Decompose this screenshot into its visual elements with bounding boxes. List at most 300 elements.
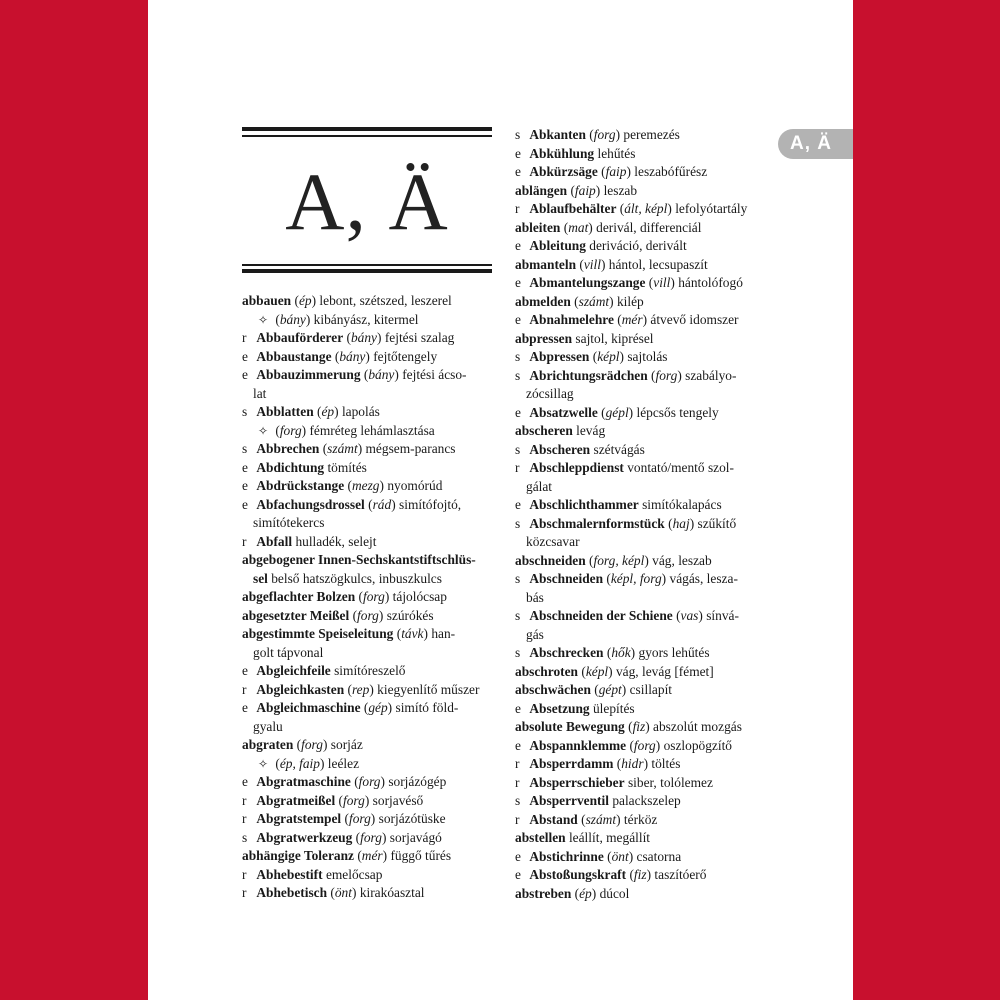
dictionary-entry-line: r Abhebetisch (önt) kirakóasztal — [242, 884, 500, 903]
entry-headword: abgeflachter Bolzen — [242, 589, 356, 604]
dictionary-entry-line: s Abgratwerkzeug (forg) sorjavágó — [242, 829, 500, 848]
dictionary-entry-line: abhängige Toleranz (mér) függő tűrés — [242, 848, 452, 863]
right-red-margin — [853, 0, 1000, 1000]
entry-definition: kiegyenlítő műszer — [377, 681, 480, 697]
entry-definition: hántol, lecsupaszít — [608, 256, 708, 272]
entry-article: e — [242, 496, 248, 512]
entry-article: e — [242, 348, 248, 364]
entry-domain-label: ált, képl — [624, 201, 668, 216]
entry-definition: sínvá- — [706, 608, 739, 623]
entry-domain-label: forg — [633, 737, 656, 753]
dictionary-entry-line — [515, 792, 773, 811]
entry-article: s — [242, 829, 248, 845]
dictionary-entry-line — [515, 478, 773, 497]
dictionary-entry-line: abgeflachter Bolzen (forg) tájolócsap — [242, 589, 447, 604]
dictionary-entry-line — [515, 496, 773, 515]
entry-headword: abschwächen — [515, 682, 591, 697]
dictionary-entry-line: s Abschrecken (hők) gyors lehűtés — [515, 644, 773, 663]
dictionary-entry-line — [242, 644, 500, 663]
entry-domain-label: számt — [578, 293, 610, 309]
dictionary-entry-line — [515, 700, 773, 719]
entry-definition: lépcsős tengely — [636, 404, 719, 420]
dictionary-entry-line: abschroten (képl) vág, levág [fémet] — [515, 663, 714, 679]
entry-definition: vág, leszab — [652, 552, 712, 568]
dictionary-entry-line: abstreben (ép) dúcol — [515, 885, 630, 901]
entry-definition: fejtési ácso- — [402, 367, 467, 382]
entry-definition: ülepítés — [592, 700, 635, 716]
dictionary-entry-line — [515, 533, 773, 552]
entry-article: r — [515, 811, 520, 827]
entry-definition: gyors lehűtés — [638, 645, 710, 660]
entry-article: r — [515, 460, 520, 475]
entry-definition-continued: simítótekercs — [253, 515, 325, 530]
entry-headword: abstellen — [515, 830, 566, 845]
entry-definition: sajtolás — [627, 349, 668, 364]
entry-headword: Abschrecken — [529, 645, 604, 660]
entry-definition: térköz — [623, 811, 658, 827]
dictionary-entry-line: absolute Bewegung (fiz) abszolút mozgás — [515, 719, 742, 734]
entry-article: r — [242, 792, 247, 808]
dictionary-entry-line — [515, 829, 773, 848]
entry-definition: kibányász, kitermel — [313, 311, 419, 327]
entry-definition: emelőcsap — [325, 866, 383, 882]
entry-domain-label: önt — [611, 848, 629, 864]
dictionary-entry-line: s Abblatten (ép) lapolás — [242, 403, 500, 422]
entry-headword: Abbaustange — [256, 348, 332, 364]
entry-definition: leélez — [327, 755, 360, 771]
entry-headword: Abspannklemme — [529, 737, 627, 753]
entry-headword: Abstichrinne — [529, 848, 604, 864]
dictionary-entry-line: abbauen (ép) lebont, szétszed, leszerel — [242, 293, 452, 308]
entry-domain-label: forg — [348, 811, 371, 826]
entry-domain-label: forg — [279, 422, 302, 438]
entry-article: e — [242, 663, 248, 678]
entry-definition-continued: zócsillag — [526, 386, 574, 401]
entry-headword: Abgleichfeile — [256, 663, 331, 678]
dictionary-entry-line — [515, 145, 773, 164]
entry-headword: Abdrückstange — [256, 478, 345, 493]
dictionary-entry-line: ✧ (bány) kibányász, kitermel — [242, 311, 500, 330]
dictionary-entry-line: r Absperrdamm (hidr) töltés — [515, 755, 773, 774]
entry-definition: leállít, megállít — [568, 830, 651, 845]
sense-diamond-icon: ✧ — [257, 312, 269, 327]
dictionary-entry-line: r Ablaufbehälter (ált, képl) lefolyótartály — [515, 200, 773, 219]
entry-headword: Abmantelungszange — [529, 275, 646, 290]
sense-diamond-icon: ✧ — [257, 756, 269, 771]
dictionary-entry-line — [515, 441, 773, 460]
dictionary-entry-line: s Abbrechen (számt) mégsem-parancs — [242, 440, 500, 459]
entry-headword: Abbrechen — [256, 441, 320, 456]
entry-definition: szabályo- — [685, 367, 737, 383]
entry-definition-continued: gálat — [526, 478, 553, 494]
entry-headword: Abgratwerkzeug — [256, 829, 353, 845]
entry-definition: deriváció, derivált — [589, 238, 687, 253]
entry-domain-label: képl, forg — [610, 571, 662, 586]
title-rule-top-thick — [242, 127, 492, 131]
entry-article: e — [242, 459, 248, 475]
dictionary-entry-line: s Abpressen (képl) sajtolás — [515, 348, 773, 367]
entry-domain-label: forg — [301, 737, 323, 752]
entry-headword: abpressen — [515, 330, 573, 346]
entry-definition: lefolyótartály — [675, 201, 748, 216]
entry-definition: fejtési szalag — [384, 330, 455, 345]
dictionary-entry-line: ableiten (mat) derivál, differenciál — [515, 219, 702, 235]
entry-definition: szétvágás — [593, 441, 645, 457]
entry-domain-label: forg — [593, 127, 616, 142]
entry-article: e — [515, 238, 521, 253]
entry-definition: szűkítő — [697, 515, 737, 531]
entry-headword: Absperrdamm — [529, 756, 614, 771]
entry-definition: sorjázógép — [388, 774, 447, 789]
entry-article: e — [515, 867, 521, 882]
entry-headword: abgesetzter Meißel — [242, 607, 350, 623]
dictionary-entry-line: e Abgleichmaschine (gép) simító föld- — [242, 699, 500, 718]
entry-domain-label: haj — [672, 515, 690, 531]
entry-headword: Ableitung — [529, 238, 586, 253]
dictionary-entry-line — [515, 589, 773, 608]
entry-definition: mégsem-parancs — [365, 441, 456, 456]
entry-domain-label: fiz — [632, 719, 646, 734]
dictionary-entry-line — [515, 459, 773, 478]
dictionary-entry-line — [242, 570, 500, 589]
entry-domain-label: rep — [351, 681, 370, 697]
entry-definition: derivál, differenciál — [596, 219, 702, 235]
dictionary-entry-line: s Abschneiden der Schiene (vas) sínvá- — [515, 607, 773, 626]
dictionary-entry-line: e Abmantelungszange (vill) hántolófogó — [515, 274, 773, 293]
entry-headword: Abdichtung — [256, 459, 325, 475]
entry-article: r — [242, 533, 247, 549]
entry-headword: Ablaufbehälter — [529, 201, 617, 216]
entry-domain-label: távk — [401, 626, 424, 641]
entry-definition: simítóreszelő — [334, 663, 406, 678]
dictionary-entry-line — [515, 385, 773, 404]
dictionary-entry-line: abgesetzter Meißel (forg) szúrókés — [242, 607, 434, 623]
entry-article: s — [515, 127, 521, 142]
entry-definition: abszolút mozgás — [653, 719, 742, 734]
left-entry-column — [242, 292, 500, 903]
entry-definition-continued: gyalu — [253, 718, 283, 734]
entry-article: r — [242, 681, 247, 697]
entry-domain-label: gép — [368, 700, 388, 715]
entry-definition: kilép — [616, 293, 644, 309]
entry-definition: csillapít — [629, 682, 673, 697]
entry-headword: Absetzung — [529, 700, 590, 716]
dictionary-entry-line: e Abbaustange (bány) fejtőtengely — [242, 348, 500, 367]
entry-headword: abmanteln — [515, 256, 577, 272]
entry-article: s — [515, 349, 521, 364]
thumb-index-tab[interactable]: A, Ä — [778, 129, 853, 159]
entry-headword: abscheren — [515, 423, 573, 438]
dictionary-entry-line: e Absatzwelle (gépl) lépcsős tengely — [515, 404, 773, 423]
entry-headword: Abkanten — [529, 127, 586, 142]
dictionary-entry-line — [515, 422, 773, 441]
entry-article: r — [515, 756, 520, 771]
entry-domain-label: ép — [298, 293, 312, 308]
dictionary-entry-line: ablängen (faip) leszab — [515, 182, 638, 198]
dictionary-entry-line — [242, 718, 500, 737]
entry-domain-label: forg — [343, 792, 365, 808]
entry-headword: Abnahmelehre — [529, 312, 614, 327]
entry-article: s — [515, 608, 521, 623]
entry-domain-label: hidr — [621, 756, 644, 771]
entry-headword: Abschlichthammer — [529, 497, 639, 512]
entry-headword: Abgleichmaschine — [256, 700, 361, 715]
entry-article: e — [515, 275, 521, 290]
dictionary-entry-line: abgestimmte Speiseleitung (távk) han- — [242, 626, 456, 641]
entry-definition: belső hatszögkulcs, inbuszkulcs — [271, 570, 442, 586]
entry-definition: leszabófűrész — [634, 164, 708, 179]
entry-domain-label: forg — [363, 589, 385, 604]
entry-domain-label: gépl — [605, 404, 629, 420]
entry-definition: lebont, szétszed, leszerel — [319, 293, 452, 308]
entry-article: e — [242, 367, 248, 382]
entry-article: e — [515, 700, 521, 716]
entry-headword: abhängige Toleranz — [242, 848, 354, 863]
dictionary-entry-line — [515, 626, 773, 645]
entry-definition: vág, levág [fémet] — [615, 663, 714, 679]
entry-headword: Abrichtungsrädchen — [529, 367, 648, 383]
dictionary-entry-line: r Abbauförderer (bány) fejtési szalag — [242, 329, 500, 348]
dictionary-entry-line: ✧ (forg) fémréteg lehámlasztása — [242, 422, 500, 441]
entry-article: e — [515, 145, 521, 161]
dictionary-entry-line — [515, 330, 773, 349]
entry-headword: ableiten — [515, 219, 561, 235]
entry-article: s — [515, 793, 521, 808]
entry-definition: levág — [576, 423, 606, 438]
dictionary-entry-line — [242, 459, 500, 478]
dictionary-entry-line: e Abfachungsdrossel (rád) simítófojtó, — [242, 496, 500, 515]
entry-definition: lehűtés — [597, 145, 636, 161]
entry-definition: tömítés — [327, 459, 367, 475]
entry-definition: siber, tolólemez — [627, 774, 713, 790]
entry-domain-label: hők — [611, 645, 631, 660]
dictionary-entry-line: e Abspannklemme (forg) oszlopögzítő — [515, 737, 773, 756]
title-rule-top-thin — [242, 135, 492, 137]
entry-headword: Absatzwelle — [529, 404, 598, 420]
entry-domain-label: forg — [360, 829, 382, 845]
dictionary-entry-line: ✧ (ép, faip) leélez — [242, 755, 500, 774]
entry-domain-label: vill — [583, 256, 601, 272]
entry-definition: leszab — [603, 182, 638, 198]
entry-headword: Abfachungsdrossel — [256, 496, 365, 512]
entry-definition: simító föld- — [395, 700, 459, 715]
entry-definition-continued: közcsavar — [526, 534, 580, 549]
entry-headword-continued: sel — [253, 570, 268, 586]
dictionary-entry-line: abmanteln (vill) hántol, lecsupaszít — [515, 256, 708, 272]
dictionary-entry-line — [242, 866, 500, 885]
entry-definition: átvevő idomszer — [650, 312, 739, 327]
dictionary-entry-line — [242, 551, 500, 570]
entry-headword: Abpressen — [529, 349, 590, 364]
entry-headword: Absperrschieber — [529, 774, 625, 790]
entry-article: e — [515, 164, 521, 179]
entry-headword: Abkühlung — [529, 145, 595, 161]
entry-definition-continued: bás — [526, 589, 544, 605]
dictionary-entry-line: abschwächen (gépt) csillapít — [515, 682, 673, 697]
entry-definition: hántolófogó — [678, 275, 743, 290]
entry-domain-label: mezg — [351, 478, 380, 493]
entry-headword: Abstoßungskraft — [529, 867, 627, 882]
entry-definition: simítófojtó, — [399, 496, 462, 512]
entry-domain-label: számt — [327, 441, 358, 456]
entry-domain-label: ép — [321, 404, 335, 419]
entry-domain-label: forg — [358, 774, 381, 789]
dictionary-entry-line: abmelden (számt) kilép — [515, 293, 644, 309]
entry-article: e — [515, 497, 521, 512]
entry-definition: csatorna — [636, 848, 682, 864]
entry-headword: ablängen — [515, 182, 568, 198]
entry-definition: oszlopögzítő — [663, 737, 732, 753]
dictionary-entry-line: e Abstichrinne (önt) csatorna — [515, 848, 773, 867]
entry-domain-label: gépt — [598, 682, 622, 697]
entry-definition: nyomórúd — [387, 478, 443, 493]
dictionary-entry-line: abschneiden (forg, képl) vág, leszab — [515, 552, 712, 568]
entry-definition: sajtol, kiprésel — [575, 330, 654, 346]
entry-article: r — [242, 330, 247, 345]
entry-article: s — [242, 441, 248, 456]
entry-domain-label: bány — [368, 367, 395, 382]
entry-domain-label: forg, képl — [593, 552, 645, 568]
entry-domain-label: faip — [574, 182, 596, 198]
dictionary-entry-line — [515, 774, 773, 793]
dictionary-entry-line: s Abkanten (forg) peremezés — [515, 126, 773, 145]
entry-definition: kirakóasztal — [359, 885, 425, 900]
entry-domain-label: vill — [653, 275, 671, 290]
dictionary-entry-line: e Abdrückstange (mezg) nyomórúd — [242, 477, 500, 496]
entry-domain-label: faip — [605, 164, 627, 179]
entry-article: e — [515, 848, 521, 864]
entry-definition: vágás, lesza- — [669, 571, 738, 586]
entry-headword: Abhebetisch — [256, 885, 328, 900]
entry-definition: fejtőtengely — [373, 348, 438, 364]
entry-headword: Abscheren — [529, 441, 591, 457]
left-red-margin — [0, 0, 148, 1000]
entry-domain-label: mér — [621, 312, 643, 327]
entry-headword: abmelden — [515, 293, 571, 309]
entry-article: s — [242, 404, 248, 419]
dictionary-entry-line: abgraten (forg) sorjáz — [242, 737, 363, 752]
title-rule-bottom-thick — [242, 269, 492, 273]
entry-definition: tájolócsap — [392, 589, 447, 604]
dictionary-entry-line — [242, 533, 500, 552]
entry-definition: simítókalapács — [642, 497, 722, 512]
dictionary-entry-line: e Abgratmaschine (forg) sorjázógép — [242, 773, 500, 792]
entry-headword: Abgratmeißel — [256, 792, 336, 808]
dictionary-entry-line — [242, 514, 500, 533]
section-title: A, Ä — [285, 156, 449, 247]
entry-domain-label: ép — [579, 885, 592, 901]
entry-headword: abstreben — [515, 885, 572, 901]
entry-domain-label: ép, faip — [279, 755, 320, 771]
entry-definition: töltés — [651, 756, 681, 771]
entry-headword: Abschmalernformstück — [529, 515, 665, 531]
entry-domain-label: számt — [585, 811, 617, 827]
entry-definition: vontató/mentő szol- — [627, 460, 734, 475]
entry-definition: peremezés — [623, 127, 680, 142]
entry-headword: Abstand — [529, 811, 578, 827]
entry-domain-label: mér — [361, 848, 383, 863]
entry-domain-label: bány — [339, 348, 366, 364]
dictionary-entry-line: r Abgleichkasten (rep) kiegyenlítő műszer — [242, 681, 500, 700]
entry-article: e — [515, 404, 521, 420]
dictionary-entry-line: r Abgratstempel (forg) sorjázótüske — [242, 810, 500, 829]
dictionary-entry-line: e Abnahmelehre (mér) átvevő idomszer — [515, 311, 773, 330]
dictionary-entry-line — [242, 385, 500, 404]
entry-domain-label: forg — [357, 607, 379, 623]
entry-domain-label: képl — [585, 663, 609, 679]
dictionary-entry-line — [242, 662, 500, 681]
entry-domain-label: fiz — [633, 867, 647, 882]
entry-article: r — [242, 811, 247, 826]
dictionary-entry-line: e Abkürzsäge (faip) leszabófűrész — [515, 163, 773, 182]
entry-article: e — [242, 700, 248, 715]
entry-definition: han- — [431, 626, 456, 641]
entry-headword: abschroten — [515, 663, 578, 679]
entry-article: r — [515, 201, 520, 216]
entry-headword: Abgratstempel — [256, 811, 342, 826]
dictionary-entry-line: r Abstand (számt) térköz — [515, 811, 773, 830]
entry-definition-continued: lat — [253, 385, 267, 401]
entry-article: s — [515, 441, 521, 457]
entry-article: e — [515, 312, 521, 327]
entry-domain-label: képl — [597, 349, 620, 364]
dictionary-entry-line: e Abbauzimmerung (bány) fejtési ácso- — [242, 366, 500, 385]
entry-headword: Abschneiden — [529, 571, 604, 586]
entry-headword: absolute Bewegung — [515, 719, 625, 734]
entry-headword: Abhebestift — [256, 866, 323, 882]
entry-headword: abgraten — [242, 737, 294, 752]
entry-headword: abgestimmte Speiseleitung — [242, 626, 394, 641]
entry-definition-continued: golt tápvonal — [253, 644, 324, 660]
dictionary-entry-line: s Abrichtungsrädchen (forg) szabályo- — [515, 367, 773, 386]
entry-definition: hulladék, selejt — [295, 533, 377, 549]
entry-headword: Abschneiden der Schiene — [529, 608, 673, 623]
entry-article: s — [515, 571, 521, 586]
entry-definition: sorjavágó — [389, 829, 442, 845]
entry-article: e — [515, 737, 521, 753]
entry-article: s — [515, 645, 521, 660]
entry-domain-label: mat — [568, 219, 589, 235]
dictionary-entry-line: s Abschneiden (képl, forg) vágás, lesza- — [515, 570, 773, 589]
entry-headword: Absperrventil — [529, 793, 609, 808]
entry-article: e — [242, 774, 248, 789]
entry-headword: Abgleichkasten — [256, 681, 345, 697]
dictionary-entry-line: r Abgratmeißel (forg) sorjavéső — [242, 792, 500, 811]
entry-definition: dúcol — [599, 885, 630, 901]
entry-domain-label: bány — [350, 330, 377, 345]
entry-article: s — [515, 367, 521, 383]
dictionary-entry-line — [515, 237, 773, 256]
entry-headword: Abblatten — [256, 404, 314, 419]
entry-definition: szúrókés — [386, 607, 434, 623]
entry-headword: Abbauförderer — [256, 330, 344, 345]
entry-headword: abschneiden — [515, 552, 586, 568]
entry-headword: Abschleppdienst — [529, 460, 624, 475]
entry-article: r — [515, 774, 520, 790]
entry-definition-continued: gás — [526, 626, 544, 642]
entry-domain-label: forg — [655, 367, 678, 383]
entry-definition: sorjázótüske — [378, 811, 446, 826]
entry-definition: függő tűrés — [390, 848, 452, 863]
entry-headword: Abfall — [256, 533, 293, 549]
entry-headword: abgebogener Innen-Sechskantstiftschlüs- — [242, 552, 476, 567]
entry-article: s — [515, 515, 521, 531]
entry-headword: Abkürzsäge — [529, 164, 598, 179]
entry-headword: Abbauzimmerung — [256, 367, 361, 382]
entry-headword: abbauen — [242, 293, 292, 308]
entry-article: e — [242, 478, 248, 493]
entry-domain-label: vas — [680, 608, 699, 623]
